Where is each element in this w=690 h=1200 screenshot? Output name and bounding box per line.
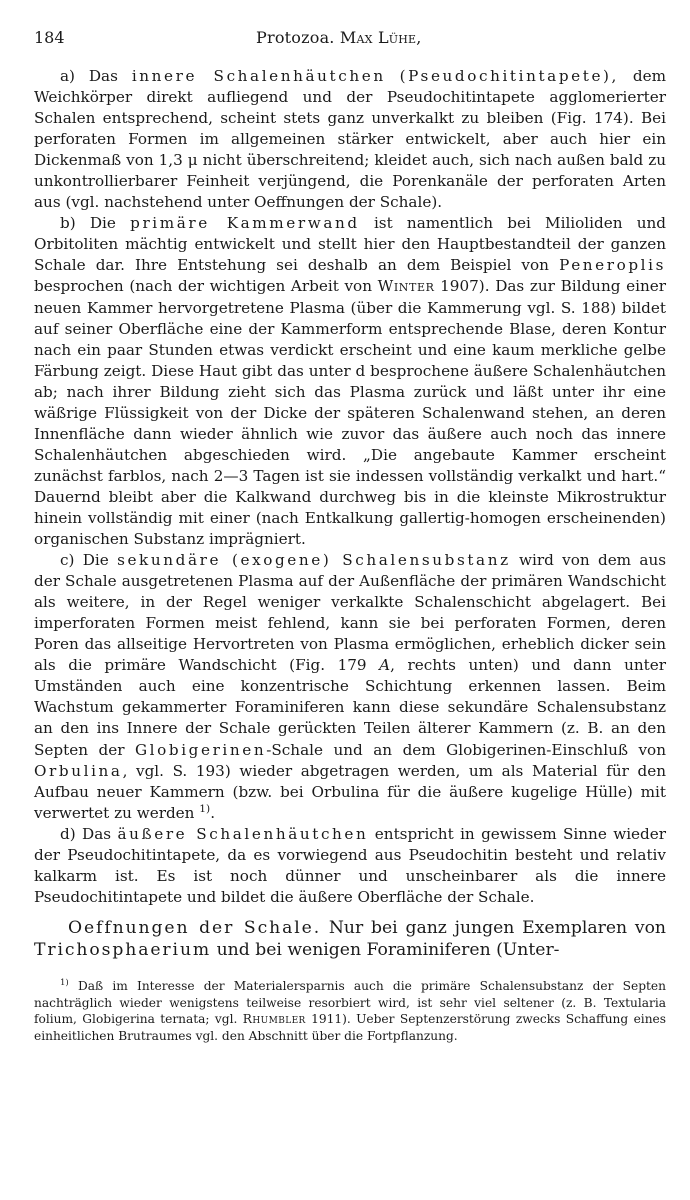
main-text	[34, 66, 666, 908]
paragraph-c	[34, 550, 666, 824]
paragraph-d-term: äußere Schalenhäutchen	[117, 824, 369, 843]
paragraph-c-text-end: .	[210, 803, 216, 822]
paragraph-b	[34, 213, 666, 550]
paragraph-c-genus-2: Orbulina	[34, 761, 123, 780]
paragraph-a-term: innere Schalenhäutchen	[131, 67, 386, 85]
paragraph-b-author: Winter	[377, 277, 435, 296]
paragraph-a-label: a) Das	[60, 67, 118, 85]
paragraph-b-text-3: 1907). Das zur Bildung einer neuen Kammer hervorgetretene Plasma (über die Kammerung vgl. S. 188) bildet auf seiner Oberfläche eine der Kammerform entsprechende Blase, deren Kontur nach ein paar Stunden etwas verdickt erscheint und eine kaum merkliche gelbe Färbung zeigt. Diese Haut gibt das unter d besprochene äußere Schalenhäutchen ab; nach ihrer Bildung zieht sich das Plasma zurück und läßt unter ihr eine wäßrige Flüssigkeit von der Dicke der späteren Schalenwand stehen, an deren Innenfläche dann wieder ähnlich wie zuvor das äußere auch noch das innere Schalenhäutchen abgeschieden wird. „Die angebaute Kammer erscheint zunächst farblos, nach 2—3 Tagen ist sie indessen vollständig verkalkt und hart.“ Dauernd bleibt aber die Kalkwand durchweg bis in die kleinste Mikrostruktur hinein vollständig mit einer (nach Entkalkung gallertig-homogen erscheinenden) organischen Substanz imprägniert.	[34, 277, 666, 549]
paragraph-a-term-paren: (Pseudochitintapete),	[399, 67, 619, 85]
paragraph-d-text: entspricht in gewissem Sinne wieder der Pseudochitintapete, da es vorwiegend aus Pseudochitin besteht und relativ kalkarm ist. Es ist noch dünner und unscheinbarer als die innere Pseudochitintapete und bildet die äußere Oberfläche der Schale.	[34, 824, 667, 906]
footnote-text-2: 1911). Ueber Septenzerstörung zwecks Schaffung eines einheitlichen Brutraumes vgl. den Abschnitt über die Fortpflanzung.	[34, 1012, 667, 1043]
paragraph-d-label: d) Das	[60, 824, 112, 843]
paragraph-d	[34, 824, 666, 908]
section-text-2: und bei wenigen Foraminiferen (Unter-	[216, 939, 560, 960]
paragraph-b-genus: Peneroplis	[559, 256, 666, 275]
running-head-title: Protozoa.	[256, 28, 335, 47]
paragraph-a-text: dem Weichkörper direkt aufliegend und der Pseudochitintapete agglomerierter Schalen entsprechend, scheint stets ganz unverkalkt zu bleiben (Fig. 174). Bei perforaten Formen im allgemeinen stärker entwickelt, aber auch hier ein Dickenmaß von 1,3 μ nicht überschreitend; kleidet auch, sich nach außen bald zu unkontrollierbarer Feinheit verjüngend, die Porenkanäle der perforaten Arten aus (vgl. nachstehend unter Oeffnungen der Schale).	[34, 67, 667, 212]
section-title: Oeffnungen der Schale.	[68, 917, 322, 938]
footnote-text-1: Daß im Interesse der Materialersparnis auch die primäre Schalensubstanz der Septen nachträglich wieder wenigstens teilweise resorbiert wird, ist sehr viel seltener (z. B. Textularia folium, Globigerina ternata; vgl.	[34, 979, 666, 1027]
footnote-marker: 1)	[60, 978, 69, 988]
paragraph-c-text-4: , vgl. S. 193) wieder abgetragen werden, um als Material für den Aufbau neuer Kammern (bzw. bei Orbulina für die äußere kugelige Hülle) mit verwertet zu werden	[34, 761, 666, 822]
running-head-author: Max Lühe,	[339, 28, 422, 47]
footnote-reference: 1)	[199, 801, 211, 815]
page-header	[34, 26, 666, 50]
paragraph-c-term: sekundäre (exogene) Schalensubstanz	[117, 551, 511, 570]
paragraph-b-text-2: besprochen (nach der wichtigen Arbeit von	[34, 277, 372, 296]
paragraph-c-text-2: , rechts unten) und dann unter Umständen auch eine konzentrische Schichtung erkennen lassen. Beim Wachstum gekammerter Foraminiferen kann diese sekundäre Schalensubstanz an den ins Innere der Schale gerückten Teilen älterer Kammern (z. B. an den Septen der	[34, 656, 666, 759]
paragraph-c-text-1: wird von dem aus der Schale ausgetretenen Plasma auf der Außenfläche der primären Wandschicht als weitere, in der Regel weniger verkalkte Schalenschicht abgelagert. Bei imperforaten Formen meist fehlend, kann sie bei perforaten Formen, deren Poren das allseitige Hervortreten von Plasma ermöglichen, erheblich dicker sein als die primäre Wandschicht (Fig. 179	[34, 551, 667, 675]
section-heading-paragraph	[34, 917, 666, 961]
footnote	[34, 978, 666, 1044]
running-head	[256, 26, 422, 50]
paragraph-c-text-3: -Schale und an dem Globigerinen-Einschluß von	[266, 740, 666, 759]
paragraph-c-label: c) Die	[60, 551, 109, 570]
footnote-author: Rhumbler	[242, 1012, 306, 1027]
paragraph-b-term: primäre Kammerwand	[130, 214, 360, 233]
paragraph-c-genus-1: Globigerinen	[134, 740, 267, 759]
footnotes	[34, 978, 666, 1044]
paragraph-b-text-1: ist namentlich bei Milioliden und Orbitoliten mächtig entwickelt und stellt hier den Hauptbestandteil der ganzen Schale dar. Ihre Entstehung sei deshalb an dem Beispiel von	[34, 214, 667, 275]
paragraph-b-label: b) Die	[60, 214, 116, 233]
paragraph-c-fig-letter: A	[379, 656, 391, 675]
section-genus: Trichosphaerium	[34, 939, 212, 960]
page-number: 184	[34, 28, 65, 47]
paragraph-a	[34, 66, 666, 213]
book-page	[34, 26, 666, 1044]
section-text-1: Nur bei ganz jungen Exemplaren von	[328, 917, 666, 938]
